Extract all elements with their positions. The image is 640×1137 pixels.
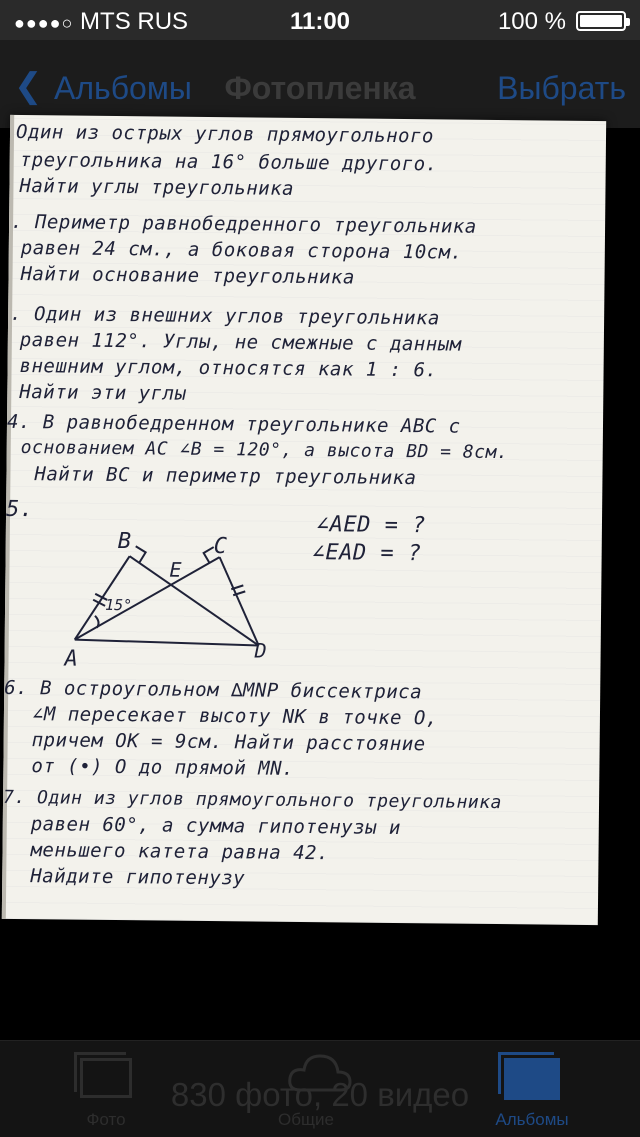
cloud-icon[interactable] — [286, 1050, 354, 1098]
angle-label: 15° — [105, 595, 133, 615]
point-label-b: B — [117, 529, 132, 555]
question-line: ∠EAD = ? — [311, 540, 422, 567]
text-line: 5. — [5, 496, 34, 523]
status-bar — [0, 0, 640, 40]
text-line: 7. Один из углов прямоугольного треугольника — [2, 786, 502, 814]
back-chevron-icon[interactable]: ❮ — [14, 67, 43, 105]
tab-photos[interactable]: Фото — [86, 1110, 126, 1129]
text-line: . Периметр равнобедренного треугольника — [10, 210, 477, 238]
clock: 11:00 — [289, 8, 351, 35]
photo-viewer-image[interactable] — [2, 115, 606, 925]
right-angle-b — [136, 546, 146, 562]
text-line: Найти BC и периметр треугольника — [34, 463, 417, 490]
signal-icon: ●●●●○ — [14, 13, 74, 33]
text-line: от (•) O до прямой MN. — [31, 755, 295, 780]
text-line: 4. В равнобедренном треугольнике ABC с — [6, 410, 461, 438]
nav-bar — [0, 40, 640, 128]
text-line: Найти основание треугольника — [20, 263, 355, 289]
text-line: меньшего катета равна 42. — [30, 839, 330, 865]
text-line: равен 60°, а сумма гипотенузы и — [30, 813, 402, 840]
point-label-a: A — [64, 646, 78, 672]
point-label-d: D — [254, 638, 267, 663]
text-line: треугольника на 16° больше другого. — [19, 149, 438, 176]
battery-percent: 100 % — [497, 8, 566, 35]
photos-icon[interactable] — [80, 1058, 132, 1098]
text-line: . Один из внешних углов треугольника — [10, 302, 441, 330]
text-line: Один из острых углов прямоугольного — [15, 120, 435, 148]
text-line: Найдите гипотенузу — [30, 865, 246, 890]
library-count: 830 фото, 20 видео — [170, 1076, 470, 1113]
albums-icon[interactable] — [504, 1058, 560, 1100]
text-line: основанием AC ∠B = 120°, а высота BD = 8см. — [20, 437, 509, 464]
question-line: ∠AED = ? — [315, 512, 427, 539]
point-label-e: E — [169, 557, 182, 582]
text-line: внешним углом, относятся как 1 : 6. — [19, 355, 438, 382]
point-label-c: C — [213, 534, 228, 560]
text-line: 6. В остроугольном ∆MNP биссектриса — [4, 676, 423, 704]
select-button[interactable]: Выбрать — [497, 70, 626, 106]
battery-level — [580, 15, 622, 27]
back-button[interactable]: Альбомы — [54, 70, 192, 106]
text-line: причем OK = 9см. Найти расстояние — [31, 729, 426, 756]
segment-ad — [75, 640, 259, 646]
text-line: равен 112°. Углы, не смежные с данным — [19, 329, 462, 356]
battery-icon — [576, 11, 626, 31]
text-line: равен 24 см., а боковая сторона 10см. — [20, 237, 463, 264]
text-line: Найти эти углы — [19, 381, 187, 405]
nav-title: Фотопленка — [224, 70, 416, 106]
text-line: Найти углы треугольника — [19, 175, 295, 200]
tab-albums[interactable]: Альбомы — [495, 1110, 569, 1129]
tab-shared[interactable]: Общие — [278, 1110, 334, 1129]
text-line: ∠M пересекает высоту NK в точке O, — [31, 703, 438, 730]
carrier: ●●●●○ MTS RUS — [14, 8, 189, 35]
